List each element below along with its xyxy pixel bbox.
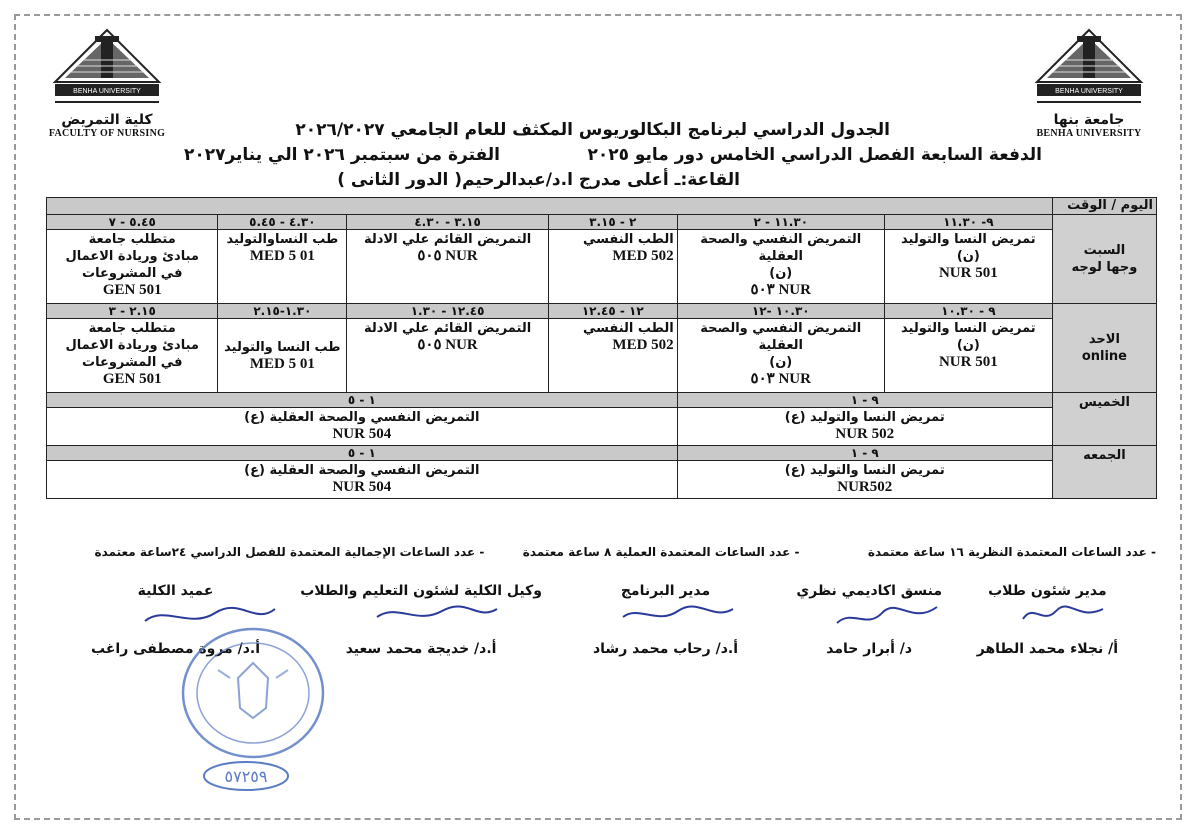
official-seal-icon (178, 618, 328, 798)
day-thursday: الخميس (1052, 393, 1156, 446)
handwritten-signature (618, 601, 738, 627)
university-logo (1014, 28, 1164, 139)
hall-info: القاعة:ـ أعلى مدرج ا.د/عبدالرحيم( الدور الثانى ) (337, 170, 740, 190)
time-slot: ١٢ - ١٢.٤٥ (548, 304, 677, 319)
time-slot: ٩ - ١٠.٣٠ (884, 304, 1052, 319)
time-slot: ٥.٤٥ - ٧ (47, 215, 218, 230)
course-cell: طب النساوالتوليد MED 5 01 (218, 230, 347, 304)
time-slot: ١١.٣٠ - ٢ (677, 215, 884, 230)
signature-program-director: مدير البرنامج أ.د/ رحاب محمد رشاد (592, 583, 738, 657)
credit-hours-summary (46, 545, 1156, 559)
course-cell: طب النسا والتوليد MED 5 01 (218, 319, 347, 393)
header-band (47, 198, 1053, 215)
day-saturday: السبت وجها لوجه (1052, 215, 1156, 304)
signature-academic-coordinator: منسق اكاديمي نظري د/ أبرار حامد (796, 583, 942, 657)
university-name-english: BENHA UNIVERSITY (1036, 128, 1142, 139)
theory-hours: - عدد الساعات المعتمدة النظرية ١٦ ساعة معتمدة (867, 545, 1156, 559)
course-cell: التمريض النفسي والصحة العقلية (ن) NUR ٥٠٣ (677, 319, 884, 393)
day-friday: الجمعه (1052, 446, 1156, 499)
signature-vice-dean: وكيل الكلية لشئون التعليم والطلاب أ.د/ خديجة محمد سعيد (300, 583, 542, 657)
university-tower-icon (1033, 28, 1145, 110)
course-cell: تمريض النسا والتوليد (ن) NUR 501 (884, 319, 1052, 393)
time-slot: ١.٣٠-٢.١٥ (218, 304, 347, 319)
time-slot: ١٠.٣٠ -١٢ (677, 304, 884, 319)
time-slot: ٣.١٥ - ٤.٣٠ (347, 215, 549, 230)
time-slot: ١ - ٥ (47, 393, 678, 408)
svg-text:BENHA UNIVERSITY: BENHA UNIVERSITY (1055, 88, 1123, 95)
course-cell: التمريض النفسي والصحة العقلية (ع) NUR 504 (47, 408, 678, 446)
course-cell: تمريض النسا والتوليد (ن) NUR 501 (884, 230, 1052, 304)
day-time-header: اليوم / الوقت (1052, 198, 1156, 215)
university-name-arabic: جامعة بنها (1053, 112, 1125, 128)
period-info: الفترة من سبتمبر ٢٠٢٦ الي يناير٢٠٢٧ (183, 145, 500, 165)
course-cell: التمريض القائم علي الادلة NUR ٥٠٥ (347, 319, 549, 393)
total-hours: - عدد الساعات الإجمالية المعتمدة للفصل الدراسي ٢٤ساعة معتمدة (94, 545, 485, 559)
course-cell: تمريض النسا والتوليد (ع) NUR502 (677, 461, 1052, 499)
course-cell: الطب النفسي MED 502 (548, 319, 677, 393)
course-cell: متطلب جامعة مبادئ وريادة الاعمال في المشروعات GEN 501 (47, 230, 218, 304)
schedule-table (46, 197, 1157, 499)
time-slot: ٤.٣٠ - ٥.٤٥ (218, 215, 347, 230)
schedule-title: الجدول الدراسي لبرنامج البكالوريوس المكثف للعام الجامعي ٢٠٢٦/٢٠٢٧ (295, 120, 890, 140)
batch-info: الدفعة السابعة الفصل الدراسي الخامس دور مايو ٢٠٢٥ (587, 145, 1042, 165)
faculty-name-arabic: كلية التمريض (61, 112, 153, 128)
handwritten-signature (1018, 601, 1108, 627)
handwritten-signature (832, 601, 942, 631)
stamp-number: ٥٧٢٥٩ (224, 767, 268, 786)
time-slot: ٩ - ١ (677, 393, 1052, 408)
signature-student-affairs: مدير شئون طلاب أ/ نجلاء محمد الطاهر (976, 583, 1118, 657)
course-cell: تمريض النسا والتوليد (ع) NUR 502 (677, 408, 1052, 446)
time-slot: ٢.١٥ - ٣ (47, 304, 218, 319)
faculty-name-english: FACULTY OF NURSING (48, 128, 166, 139)
course-cell: التمريض النفسي والصحة العقلية (ن) NUR ٥٠٣ (677, 230, 884, 304)
signature-dean: عميد الكلية أ.د/ مروة مصطفى راغب (91, 583, 260, 657)
course-cell: الطب النفسي MED 502 (548, 230, 677, 304)
svg-text:BENHA UNIVERSITY: BENHA UNIVERSITY (73, 88, 141, 95)
time-slot: ٩- ١١.٣٠ (884, 215, 1052, 230)
university-tower-icon (51, 28, 163, 110)
faculty-logo (32, 28, 182, 139)
time-slot: ١ - ٥ (47, 446, 678, 461)
time-slot: ٢ - ٣.١٥ (548, 215, 677, 230)
day-sunday: الاحد online (1052, 304, 1156, 393)
course-cell: متطلب جامعة مبادئ وريادة الاعمال في المشروعات GEN 501 (47, 319, 218, 393)
course-cell: التمريض القائم علي الادلة NUR ٥٠٥ (347, 230, 549, 304)
handwritten-signature (372, 601, 502, 627)
course-cell: التمريض النفسي والصحة العقلية (ع) NUR 504 (47, 461, 678, 499)
time-slot: ٩ - ١ (677, 446, 1052, 461)
practical-hours: - عدد الساعات المعتمدة العملية ٨ ساعة معتمدة (522, 545, 800, 559)
time-slot: ١٢.٤٥ - ١.٣٠ (347, 304, 549, 319)
